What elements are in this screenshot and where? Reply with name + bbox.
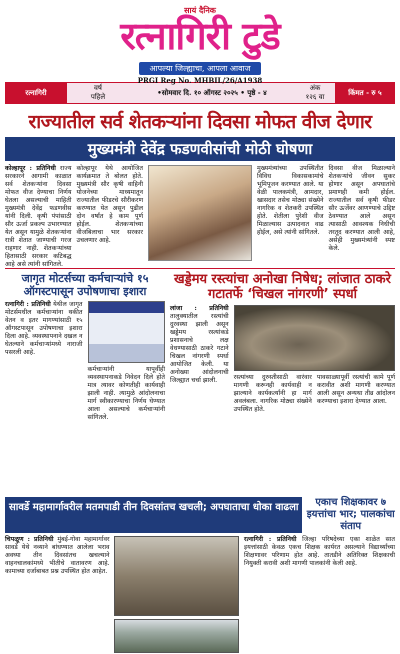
newspaper-title: रत्नागिरी टुडे bbox=[120, 14, 280, 58]
highway-embankment-photo bbox=[114, 619, 239, 653]
highway-story-text bbox=[5, 536, 110, 654]
lead-column-4 bbox=[329, 165, 396, 265]
lead-text-1: राज्य सरकारने आगामी काळात सर्व शेतकऱ्यांना दिवसा मोफत वीज देण्याचा निर्णय घेतला असल्याची माहिती मुख्यमंत्री देवेंद्र फडणवीस यांनी दिली. कृषी पंपांसाठी सौर ऊर्जा प्रकल्प उभारण्यात येत असून यामुळे शेतकऱ्यांना रात्री शेतात जाण्याची गरज राहणार नाही. शेतकऱ्यांच्या हितासाठी सरकार कटिबद्ध आहे असे त्यांनी सांगितले. bbox=[5, 165, 72, 268]
issue-date: •सोमवार दि. १० ऑगस्ट २०२५ • पृष्ठे - ४ bbox=[157, 88, 267, 97]
lead-text-2: कोल्हापूर येथे आयोजित कार्यक्रमात ते बोलत होते. मुख्यमंत्री सौर कृषी वाहिनी योजनेच्या माध्यमातून राज्यातील फीडरचे सौरीकरण करण्यात येत असून पुढील दोन वर्षांत हे काम पूर्ण होईल. शेतकऱ्यांच्या वीजबिलाचा भार सरकार उचलणार आहे. bbox=[76, 165, 143, 244]
lead-dateline: कोल्हापूर : प्रतिनिधी bbox=[5, 165, 56, 172]
bottom-section bbox=[5, 536, 395, 654]
highway-damage-photo bbox=[114, 536, 239, 616]
lead-headline: राज्यातील सर्व शेतकऱ्यांना दिवसा मोफत वीज देणार bbox=[28, 111, 372, 133]
highway-headline: सावर्डे महामार्गावरील मतमपाडी तीन दिवसांतच खचली; अपघाताचा धोका वाढला bbox=[5, 497, 302, 533]
motors-showroom-photo bbox=[88, 301, 166, 363]
registration-number: PRGI Reg No. MHBIL/26/A1938 bbox=[137, 76, 263, 85]
lead-column-1 bbox=[5, 165, 72, 268]
price-label: किंमत - रु ५ bbox=[335, 83, 395, 103]
highway-text: मुंबई-गोवा महामार्गावर सावर्डे येथे नव्याने बांधण्यात आलेला भराव अवघ्या तीन दिवसांतच खचल्याने वाहनचालकांमध्ये भीतीचे वातावरण आहे. कामाच्या दर्जाबाबत प्रश्न उपस्थित होत आहेत. bbox=[5, 536, 110, 575]
chief-minister-photo bbox=[148, 165, 252, 261]
right-story-text-3: पावसाळ्यापूर्वी रस्त्यांची कामे पूर्ण करावीत अशी मागणी करण्यात आली असून अन्यथा तीव्र आंदोलन करण्याचा इशारा देण्यात आला. bbox=[316, 374, 396, 405]
right-story-body bbox=[170, 305, 395, 494]
middle-section bbox=[5, 272, 395, 494]
issue-value: १२६ वा bbox=[305, 93, 325, 101]
left-story-column-1 bbox=[5, 301, 83, 494]
lead-text-3: मुख्यमंत्र्यांच्या उपस्थितीत विविध विकासकामांचे भूमिपूजन करण्यात आले. या वेळी पालकमंत्री, आमदार, खासदार तसेच मोठ्या संख्येने नागरिक व शेतकरी उपस्थित होते. शेतीला पुरेशी वीज मिळाल्यास उत्पादनात वाढ होईल, असे त्यांनी सांगितले. bbox=[257, 165, 324, 236]
masthead-tagline-top: सायं दैनिक bbox=[184, 5, 216, 15]
year-label: वर्ष bbox=[94, 84, 102, 92]
muddy-road-photo bbox=[234, 305, 395, 371]
left-story-text-1: येथील जागृत मोटर्समधील कर्मचाऱ्यांना थकीत वेतन व इतर मागण्यांसाठी १५ ऑगस्टपासून उपोषणाचा इशारा दिला आहे. व्यवस्थापनाने दखल न घेतल्याने कर्मचाऱ्यांमध्ये नाराजी पसरली आहे. bbox=[5, 301, 83, 356]
highway-dateline: चिपळूण : प्रतिनिधी bbox=[5, 536, 54, 543]
right-story-text-2: रस्त्यांच्या दुरुस्तीसाठी वारंवार मागणी करूनही कार्यवाही न झाल्याने कार्यकर्त्यांनी हा मार्ग अवलंबला. नागरिक मोठ्या संख्येने उपस्थित होते. bbox=[233, 374, 312, 413]
teacher-text: जिल्हा परिषदेच्या एका शाळेत सात इयत्तांसाठी केवळ एकच शिक्षक कार्यरत असल्याने विद्यार्थ्यांच्या शिक्षणावर परिणाम होत आहे. तातडीने अतिरिक्त शिक्षकाची नियुक्ती करावी अशी मागणी पालकांनी केली आहे. bbox=[244, 536, 395, 567]
left-story-dateline: रत्नागिरी : प्रतिनिधी bbox=[5, 301, 51, 308]
teacher-dateline: रत्नागिरी : प्रतिनिधी bbox=[244, 536, 297, 543]
section-divider bbox=[5, 268, 395, 269]
issue-box bbox=[295, 83, 335, 103]
teacher-headline: एकाच शिक्षकावर ७ इयत्तांचा भार; पालकांचा संताप bbox=[306, 497, 395, 532]
city-label: रत्नागिरी bbox=[5, 83, 67, 103]
bottom-headlines bbox=[5, 497, 395, 533]
lead-text-4: दिवसा वीज मिळाल्याने शेतकऱ्यांचे जीवन सुकर होणार असून अपघातांचे प्रमाणही कमी होईल. राज्यातील सर्व कृषी फीडर सौर ऊर्जेवर आणण्याचे उद्दिष्ट ठेवण्यात आले असून त्यासाठी आवश्यक निधीची तरतूद करण्यात आली आहे, असेही मुख्यमंत्र्यांनी स्पष्ट केले. bbox=[328, 165, 395, 252]
right-story-text-1: तालुक्यातील रस्त्यांची दुरवस्था झाली असून खड्डेमय रस्त्यांकडे प्रशासनाचे लक्ष वेधण्यासाठी ठाकरे गटाने चिखल नांगरणी स्पर्धा आयोजित केली. या अनोख्या आंदोलनाची जिल्ह्यात चर्चा झाली. bbox=[170, 313, 229, 384]
lead-column-2 bbox=[77, 165, 144, 265]
left-story-text-2: कर्मचाऱ्यांनी यापूर्वीही व्यवस्थापनाकडे निवेदन दिले होते मात्र त्यावर कोणतीही कार्यवाही झाली नाही. त्यामुळे आंदोलनाचा मार्ग स्वीकारण्याचा निर्णय घेण्यात आला असल्याचे कर्मचाऱ्यांनी सांगितले. bbox=[87, 366, 165, 421]
lead-column-3 bbox=[257, 165, 324, 265]
year-box bbox=[67, 83, 129, 103]
right-story-headline: खड्डेमय रस्त्यांचा अनोखा निषेध; लांजात ठाकरे गटातर्फे ‘चिखल नांगरणी’ स्पर्धा bbox=[174, 272, 391, 302]
masthead bbox=[5, 2, 395, 85]
right-story-column-2 bbox=[234, 305, 395, 494]
masthead-tagline: आपल्या जिल्ह्याचा, आपला आवाज bbox=[139, 62, 260, 75]
left-story-column-2 bbox=[88, 301, 166, 494]
info-strip bbox=[5, 82, 395, 104]
right-story-dateline: लांजा : प्रतिनिधी bbox=[170, 305, 229, 312]
lead-story bbox=[5, 165, 395, 268]
year-value: पहिले bbox=[90, 93, 106, 101]
highway-photos bbox=[114, 536, 239, 654]
left-story-headline: जागृत मोटर्सच्या कर्मचाऱ्यांचे १५ ऑगस्टपासून उपोषणाचा इशारा bbox=[21, 272, 149, 298]
right-story bbox=[170, 272, 395, 494]
highway-story bbox=[5, 536, 239, 654]
left-story-body bbox=[5, 301, 165, 494]
teacher-story bbox=[244, 536, 395, 654]
left-story bbox=[5, 272, 165, 494]
right-story-lower bbox=[234, 374, 395, 414]
right-story-column-1 bbox=[170, 305, 229, 494]
issue-label: अंक bbox=[309, 84, 321, 92]
lead-subheadline: मुख्यमंत्री देवेंद्र फडणवीसांची मोठी घोषणा bbox=[5, 137, 395, 161]
